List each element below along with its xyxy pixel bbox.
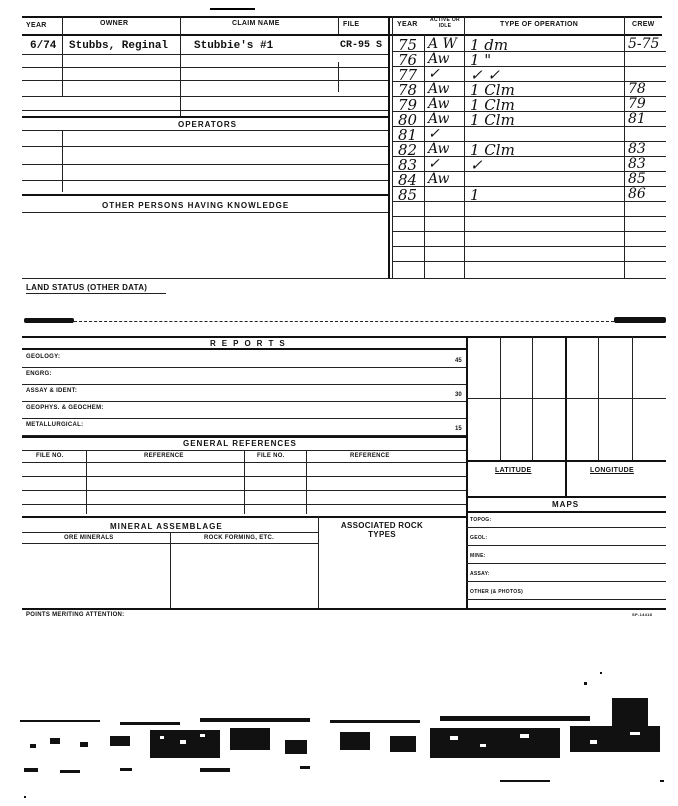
maps-top: [466, 496, 666, 498]
mineral-col: [318, 516, 319, 608]
report-row-label: METALLURGICAL:: [26, 422, 84, 428]
report-row-number: 45: [455, 358, 462, 364]
header-year: YEAR: [26, 22, 47, 29]
owner-row-line: [22, 96, 388, 97]
activity-crew: 81: [628, 111, 646, 127]
activity-type: 1 ": [470, 51, 492, 69]
activity-type: 1 Clm: [470, 81, 515, 99]
hdr-divider: [338, 16, 339, 34]
activity-type: 1 Clm: [470, 96, 515, 114]
grid-bottom: [466, 460, 666, 462]
report-row-line: [22, 418, 466, 419]
owner-row-line: [22, 80, 388, 81]
maps-row-label: GEOL:: [470, 535, 488, 541]
longitude-label: LONGITUDE: [590, 467, 634, 474]
grid-row: [466, 398, 666, 399]
other-persons-heading: OTHER PERSONS HAVING KNOWLEDGE: [102, 201, 290, 210]
report-row-line: [22, 367, 466, 368]
activity-row-line: [392, 261, 666, 262]
operators-heading: OPERATORS: [178, 120, 237, 129]
activity-status: Aw: [428, 171, 450, 187]
activity-row-line: [392, 246, 666, 247]
gen-ref-col: [244, 450, 245, 514]
owner-col-divider: [62, 34, 63, 96]
scan-bar-right: [614, 317, 666, 323]
land-status-top-line: [22, 278, 666, 279]
activity-type: 1 dm: [470, 36, 509, 54]
activity-type: ✓ ✓: [470, 66, 500, 84]
reports-top-rule: [22, 336, 666, 338]
maps-row-line: [466, 581, 666, 582]
activity-type: 1: [470, 186, 480, 204]
mineral-header-rock: ROCK FORMING, ETC.: [204, 535, 275, 541]
header-owner: OWNER: [100, 20, 129, 27]
record-file: CR-95 S: [340, 40, 383, 51]
activity-year: 78: [398, 81, 418, 99]
reports-heading: REPORTS: [210, 339, 291, 348]
other-persons-rule: [22, 194, 388, 196]
operators-rule-under: [22, 130, 388, 131]
activity-year: 85: [398, 186, 418, 204]
activity-status: A W: [428, 36, 457, 52]
reports-right-border: [466, 336, 468, 608]
hdr-divider: [62, 16, 63, 34]
header-year-2: YEAR: [397, 21, 418, 28]
header-file: FILE: [343, 21, 360, 28]
activity-status: ✓: [428, 66, 440, 82]
mineral-header-ore: ORE MINERALS: [64, 535, 114, 541]
grid-col-mid: [565, 336, 567, 496]
gen-ref-top: [22, 436, 466, 438]
top-header-line: [22, 16, 662, 18]
activity-row-line: [392, 201, 666, 202]
owner-row-line: [22, 67, 388, 68]
activity-year: 79: [398, 96, 418, 114]
activity-status: Aw: [428, 111, 450, 127]
activity-row-line: [392, 231, 666, 232]
owner-row-line: [22, 54, 388, 55]
gen-ref-col: [306, 450, 307, 514]
report-row-line: [22, 401, 466, 402]
ref-header-ref-2: REFERENCE: [350, 453, 390, 459]
activity-year: 75: [398, 36, 418, 54]
mineral-heading: MINERAL ASSEMBLAGE: [110, 522, 223, 531]
activity-status: ✓: [428, 156, 440, 172]
hdr-divider: [180, 16, 181, 34]
operators-row: [22, 146, 388, 147]
mineral-top: [22, 516, 466, 518]
maps-row-line: [466, 599, 666, 600]
ref-header-file-2: FILE NO.: [257, 453, 285, 459]
scan-mark-top: [210, 8, 255, 10]
maps-row-label: MINE:: [470, 553, 486, 559]
bottom-rule: [22, 608, 666, 610]
gen-ref-col: [86, 450, 87, 514]
report-row-label: ASSAY & IDENT:: [26, 388, 78, 394]
land-status-heading: LAND STATUS (OTHER DATA): [26, 283, 148, 292]
maps-row-line: [466, 545, 666, 546]
activity-type: 1 Clm: [470, 141, 515, 159]
header-active-idle: ACTIVE OR IDLE: [430, 17, 460, 29]
hdr-divider: [624, 16, 625, 34]
activity-crew: 83: [628, 141, 646, 157]
activity-year: 82: [398, 141, 418, 159]
maps-row-line: [466, 563, 666, 564]
operators-rule: [22, 116, 388, 118]
report-row-number: 30: [455, 392, 462, 398]
report-row-number: 15: [455, 426, 462, 432]
report-row-label: ENGRG:: [26, 371, 52, 377]
header-claim-name: CLAIM NAME: [232, 20, 280, 27]
activity-type: ✓: [470, 156, 483, 174]
activity-crew: 85: [628, 171, 646, 187]
activity-year: 84: [398, 171, 418, 189]
maps-row-label: OTHER (& PHOTOS): [470, 589, 524, 595]
record-owner: Stubbs, Reginal: [69, 40, 169, 52]
ref-header-file-1: FILE NO.: [36, 453, 64, 459]
maps-row-line: [466, 527, 666, 528]
mineral-col: [170, 532, 171, 608]
maps-under: [466, 511, 666, 513]
main-divider: [388, 16, 390, 278]
activity-status: Aw: [428, 81, 450, 97]
scan-noise: [0, 640, 678, 806]
other-persons-rule-under: [22, 212, 388, 213]
ref-header-ref-1: REFERENCE: [144, 453, 184, 459]
operators-row: [22, 180, 388, 181]
activity-type: 1 Clm: [470, 111, 515, 129]
gen-ref-heading: GENERAL REFERENCES: [183, 439, 297, 448]
operators-col: [62, 130, 63, 192]
activity-status: ✓: [428, 126, 440, 142]
maps-row-label: TOPOG:: [470, 517, 492, 523]
hdr-divider: [464, 16, 465, 34]
owner-row-line: [22, 110, 388, 111]
report-row-label: GEOLOGY:: [26, 354, 61, 360]
maps-row-label: ASSAY:: [470, 571, 490, 577]
record-date: 6/74: [30, 40, 57, 52]
associated-rock-types: ASSOCIATED ROCK TYPES: [340, 521, 424, 539]
operators-row: [22, 164, 388, 165]
activity-year: 81: [398, 126, 418, 144]
record-claim: Stubbie's #1: [194, 40, 274, 52]
activity-crew: 86: [628, 186, 646, 202]
activity-year: 83: [398, 156, 418, 174]
header-type-of-operation: TYPE OF OPERATION: [500, 21, 579, 28]
activity-status: Aw: [428, 141, 450, 157]
activity-crew: 5-75: [628, 36, 660, 52]
points-meriting-attention: POINTS MERITING ATTENTION:: [26, 612, 125, 618]
header-crew: CREW: [632, 21, 655, 28]
report-row-line: [22, 384, 466, 385]
activity-crew: 78: [628, 81, 646, 97]
activity-status: Aw: [428, 51, 450, 67]
reports-header-underline: [22, 348, 466, 350]
owner-col-divider: [180, 34, 181, 116]
activity-row-line: [392, 216, 666, 217]
activity-year: 76: [398, 51, 418, 69]
maps-heading: MAPS: [552, 500, 580, 509]
form-code: SP-14418: [632, 612, 653, 617]
scan-bar-left: [24, 318, 74, 323]
latitude-label: LATITUDE: [495, 467, 532, 474]
main-divider-2: [392, 16, 393, 278]
activity-status: Aw: [428, 96, 450, 112]
owner-col-divider: [338, 62, 339, 92]
report-row-label: GEOPHYS. & GEOCHEM:: [26, 405, 104, 411]
activity-crew: 79: [628, 96, 646, 112]
land-status-underline: [26, 293, 166, 294]
activity-year: 80: [398, 111, 418, 129]
top-header-underline: [22, 34, 662, 36]
activity-year: 77: [398, 66, 418, 84]
activity-crew: 83: [628, 156, 646, 172]
land-status-divider: [74, 321, 614, 322]
